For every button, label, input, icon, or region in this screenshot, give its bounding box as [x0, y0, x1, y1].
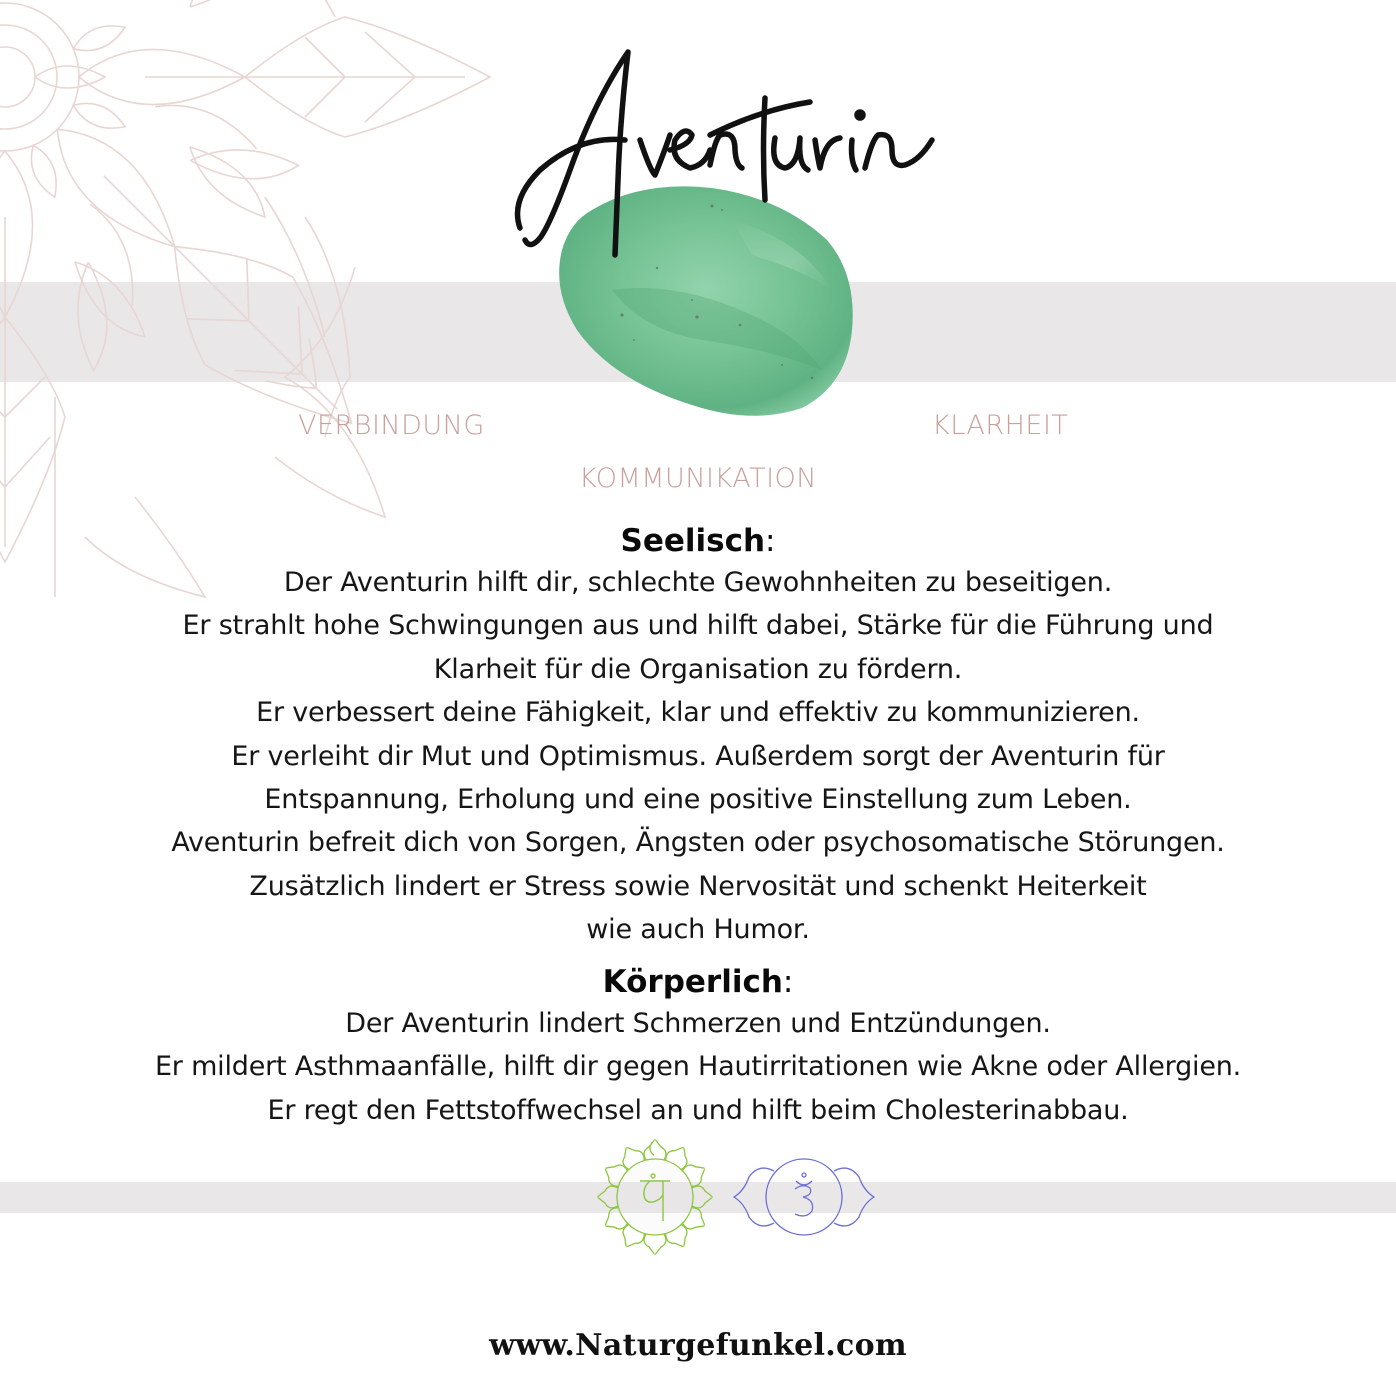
body-line: Er strahlt hohe Schwingungen aus und hilft dabei, Stärke für die Führung und — [182, 610, 1214, 642]
body-line: Der Aventurin lindert Schmerzen und Entzündungen. — [345, 1008, 1051, 1039]
body-line: wie auch Humor. — [586, 914, 810, 946]
body-line: Klarheit für die Organisation zu fördern. — [433, 653, 963, 685]
heading-colon: : — [765, 523, 776, 559]
body-line: Er regt den Fettstoffwechsel an und hilft beim Cholesterinabbau. — [267, 1094, 1129, 1126]
heading-text: Seelisch — [620, 523, 766, 559]
body-line: Zusätzlich lindert er Stress sowie Nervosität und schenkt Heiterkeit — [249, 870, 1147, 902]
heart-chakra-icon — [597, 1139, 713, 1255]
body-line: Entspannung, Erholung und eine positive Einstellung zum Leben. — [264, 784, 1132, 816]
body-line: Er mildert Asthmaanfälle, hilft dir gegen Hautirritationen wie Akne oder Allergien. — [154, 1051, 1242, 1083]
keyword-klarheit: KLARHEIT — [932, 410, 1069, 441]
body-line: Aventurin befreit dich von Sorgen, Ängsten oder psychosomatische Störungen. — [171, 827, 1225, 859]
mandala-decoration-icon — [0, 0, 500, 600]
stone-name-title — [500, 40, 940, 270]
keyword-verbindung: VERBINDUNG — [298, 410, 485, 441]
section-heading — [0, 962, 1396, 1002]
website-url: www.Naturgefunkel.com — [489, 1328, 907, 1363]
keyword-kommunikation: KOMMUNIKATION — [578, 463, 817, 494]
body-line: Der Aventurin hilft dir, schlechte Gewohnheiten zu beseitigen. — [283, 567, 1113, 598]
section-koerperlich — [0, 962, 1396, 1132]
section-heading — [0, 521, 1396, 561]
section-seelisch — [0, 521, 1396, 952]
body-line: Er verbessert deine Fähigkeit, klar und effektiv zu kommunizieren. — [256, 697, 1140, 729]
heading-text: Körperlich — [602, 964, 783, 1000]
heading-colon: : — [782, 964, 794, 1000]
body-line: Er verleiht dir Mut und Optimismus. Außerdem sorgt der Aventurin für — [231, 740, 1165, 772]
third-eye-chakra-icon — [732, 1155, 876, 1239]
